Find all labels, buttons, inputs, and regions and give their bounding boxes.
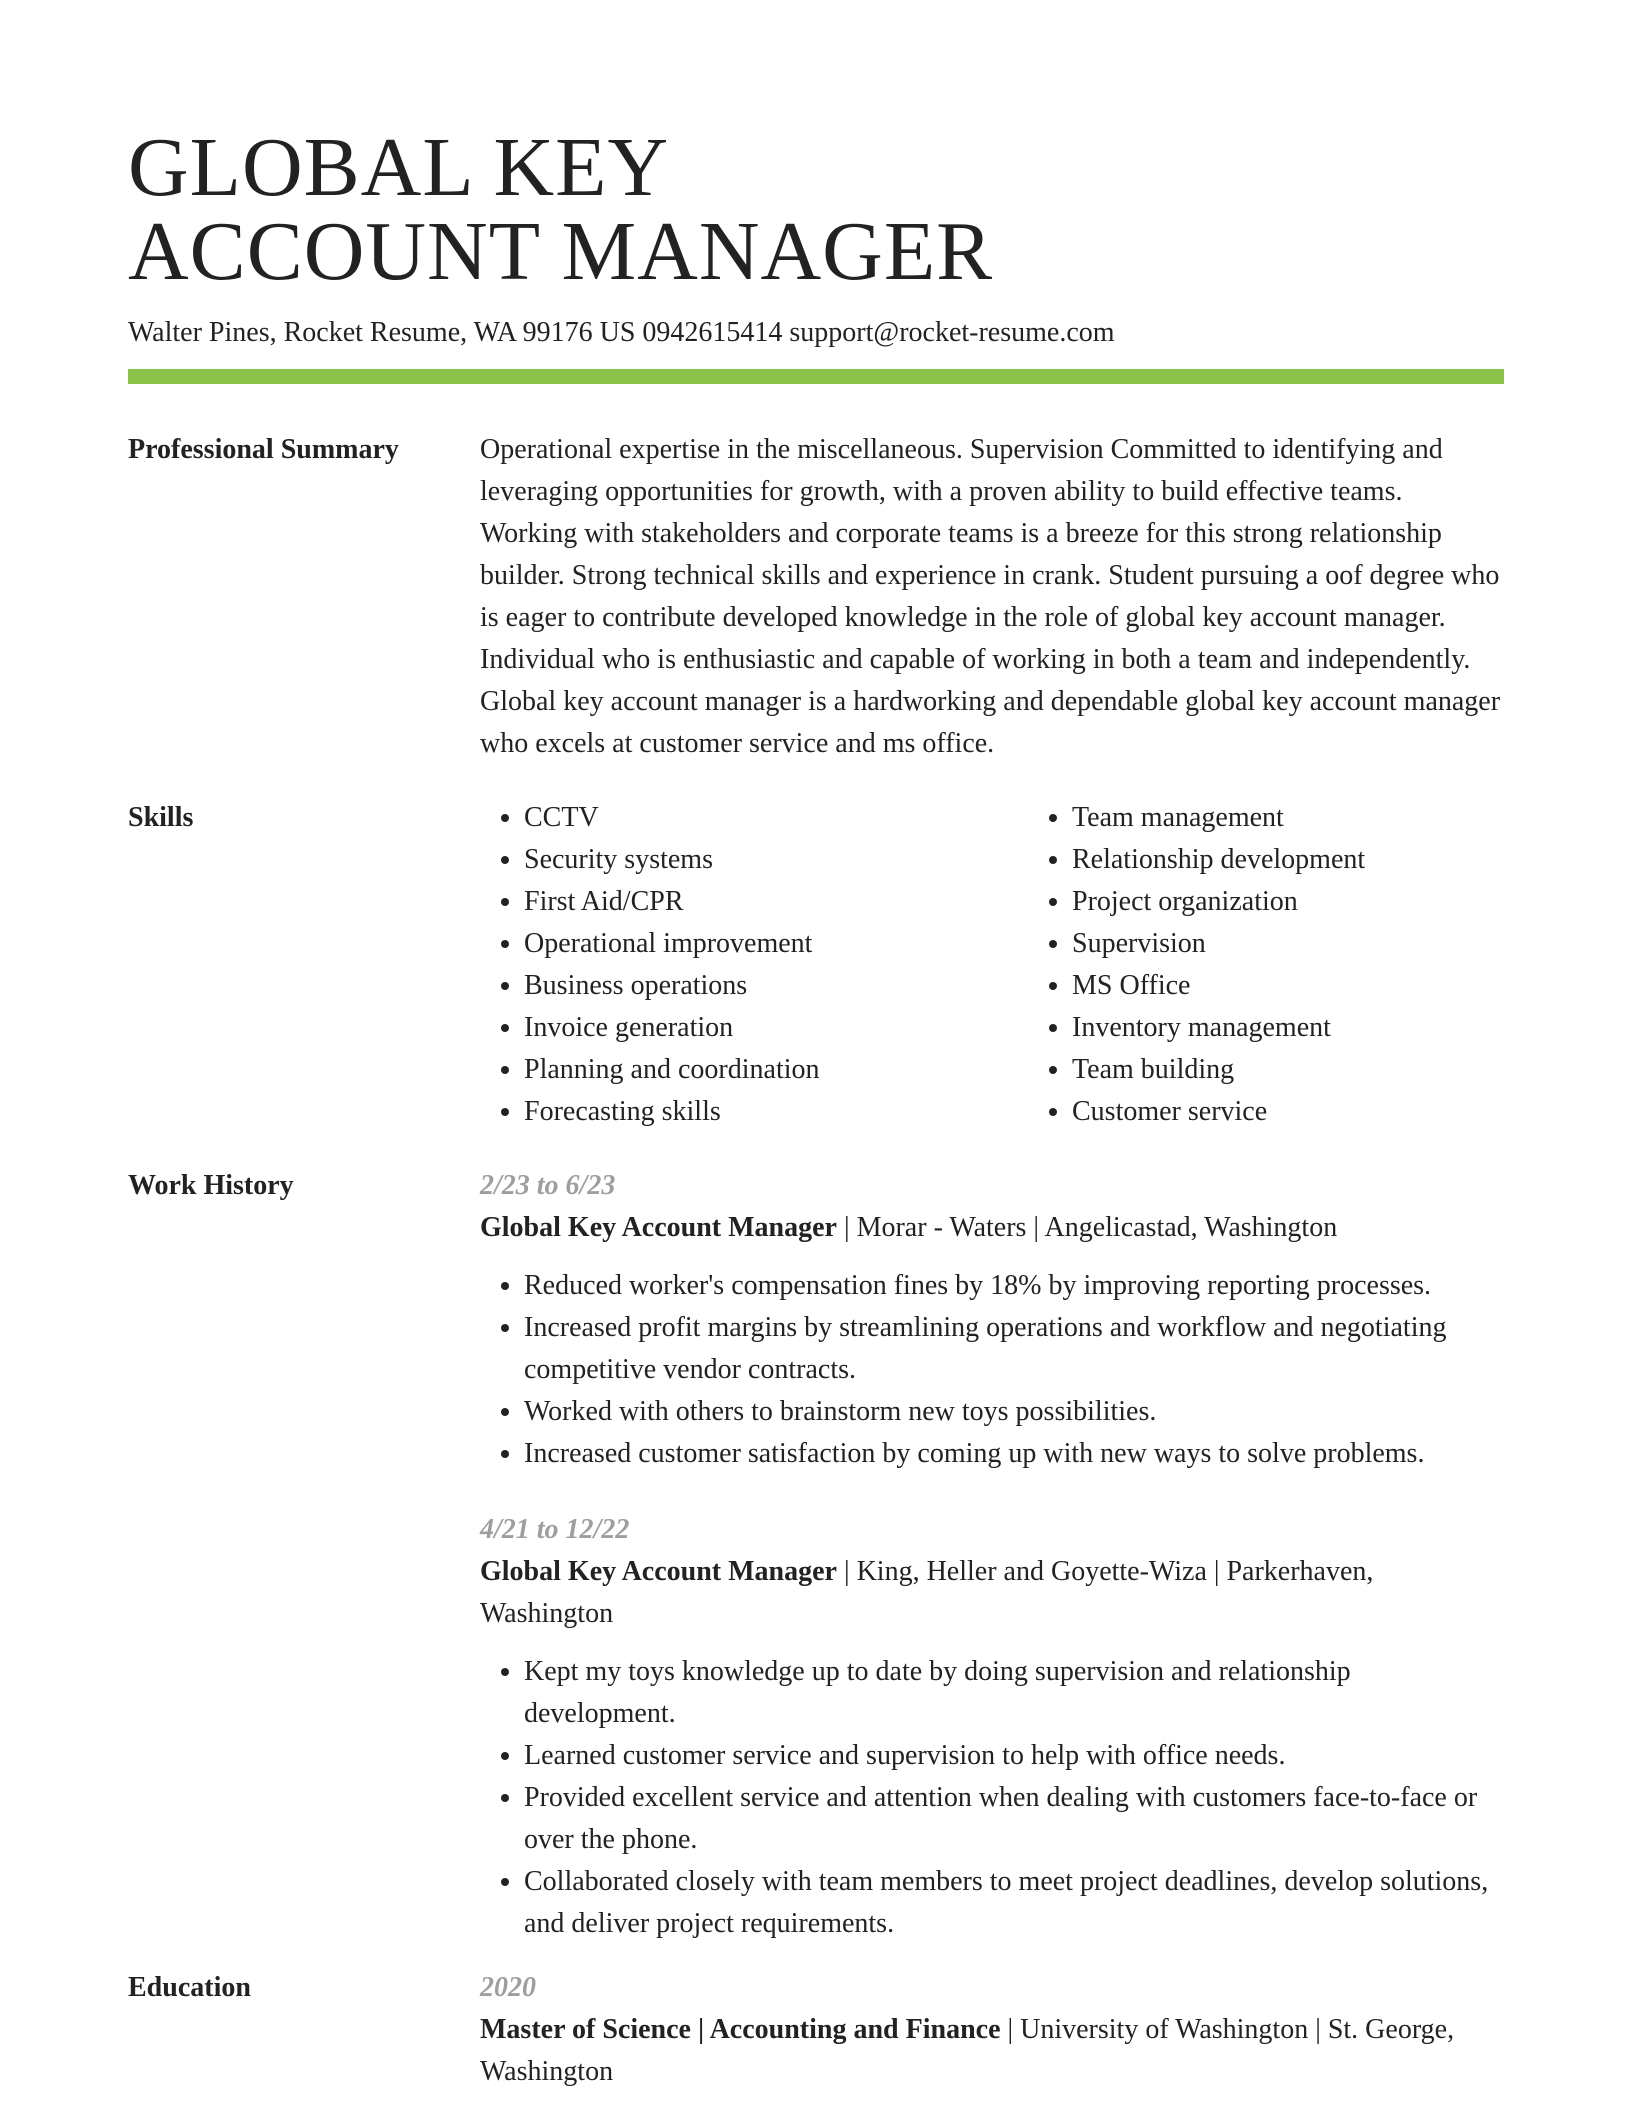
job-title-line (480, 1207, 1504, 1249)
skill-item: • CCTV (524, 797, 1028, 839)
job-bullet: • Reduced worker's compensation fines by 18% by improving reporting processes. (524, 1265, 1504, 1307)
job-bullet: • Learned customer service and supervision to help with office needs. (524, 1735, 1504, 1777)
job-bullet: • Increased customer satisfaction by coming up with new ways to solve problems. (524, 1433, 1504, 1475)
job-details: | King, Heller and Goyette-Wiza | Parkerhaven, Washington (480, 1556, 1374, 1629)
skill-item: • Inventory management (1072, 1007, 1576, 1049)
skill-item: • Business operations (524, 965, 1028, 1007)
job-title: Global Key Account Manager (480, 1212, 837, 1243)
skill-item: • Customer service (1072, 1091, 1576, 1133)
education-section (128, 1967, 1504, 2093)
skill-item: • Relationship development (1072, 839, 1576, 881)
title-line-2: ACCOUNT MANAGER (128, 205, 994, 298)
job-date: 2/23 to 6/23 (480, 1170, 616, 1201)
accent-divider (128, 369, 1504, 384)
job-bullet: • Worked with others to brainstorm new toys possibilities. (524, 1391, 1504, 1433)
education-heading: Education (128, 1972, 251, 2003)
skills-list-left (480, 797, 1028, 1133)
page-title (128, 0, 1504, 298)
work-history-heading: Work History (128, 1170, 294, 1201)
job-bullets (480, 1651, 1504, 1945)
job-bullet: • Provided excellent service and attention when dealing with customers face-to-face or over the phone. (524, 1777, 1504, 1861)
job-date: 4/21 to 12/22 (480, 1514, 630, 1545)
summary-heading: Professional Summary (128, 434, 399, 465)
skill-item: • Planning and coordination (524, 1049, 1028, 1091)
job-bullet: • Increased profit margins by streamlining operations and workflow and negotiating competitive vendor contracts. (524, 1307, 1504, 1391)
skill-item: • Team management (1072, 797, 1576, 839)
skill-item: • Supervision (1072, 923, 1576, 965)
job-entry (480, 1165, 1504, 1475)
job-title: Global Key Account Manager (480, 1556, 837, 1587)
contact-info: Walter Pines, Rocket Resume, WA 99176 US 0942615414 support@rocket-resume.com (128, 317, 1115, 348)
job-details: | Morar - Waters | Angelicastad, Washington (836, 1212, 1338, 1243)
work-history-section (128, 1165, 1504, 1945)
skill-item: • First Aid/CPR (524, 881, 1028, 923)
job-bullet: • Kept my toys knowledge up to date by doing supervision and relationship development. (524, 1651, 1504, 1735)
skills-heading: Skills (128, 802, 194, 833)
skills-section (128, 797, 1504, 1133)
skill-item: • Project organization (1072, 881, 1576, 923)
skill-item: • Security systems (524, 839, 1028, 881)
summary-text: Operational expertise in the miscellaneous. Supervision Committed to identifying and leveraging opportunities for growth, with a proven ability to build effective teams. Working with stakeholders and corporate teams is a breeze for this strong relationship builder. Strong technical skills and experience in crank. Student pursuing a oof degree who is eager to contribute developed knowledge in the role of global key account manager. Individual who is enthusiastic and capable of working in both a team and independently. Global key account manager is a hardworking and dependable global key account manager who excels at customer service and ms office. (480, 434, 1501, 759)
skill-item: • Team building (1072, 1049, 1576, 1091)
job-entry (480, 1509, 1504, 1945)
education-line (480, 2009, 1504, 2093)
education-degree: Master of Science | Accounting and Finance (480, 2014, 1001, 2045)
skill-item: • Invoice generation (524, 1007, 1028, 1049)
job-bullet: • Collaborated closely with team members to meet project deadlines, develop solutions, and deliver project requirements. (524, 1861, 1504, 1945)
education-details: | University of Washington | St. George, Washington (480, 2014, 1455, 2087)
skill-item: • MS Office (1072, 965, 1576, 1007)
summary-section (128, 429, 1504, 765)
title-line-1: GLOBAL KEY (128, 121, 670, 214)
education-date: 2020 (480, 1972, 536, 2003)
job-title-line (480, 1551, 1504, 1635)
skill-item: • Forecasting skills (524, 1091, 1028, 1133)
job-bullets (480, 1265, 1504, 1475)
resume-page (128, 0, 1504, 2093)
skill-item: • Operational improvement (524, 923, 1028, 965)
skills-list-right (1028, 797, 1576, 1133)
